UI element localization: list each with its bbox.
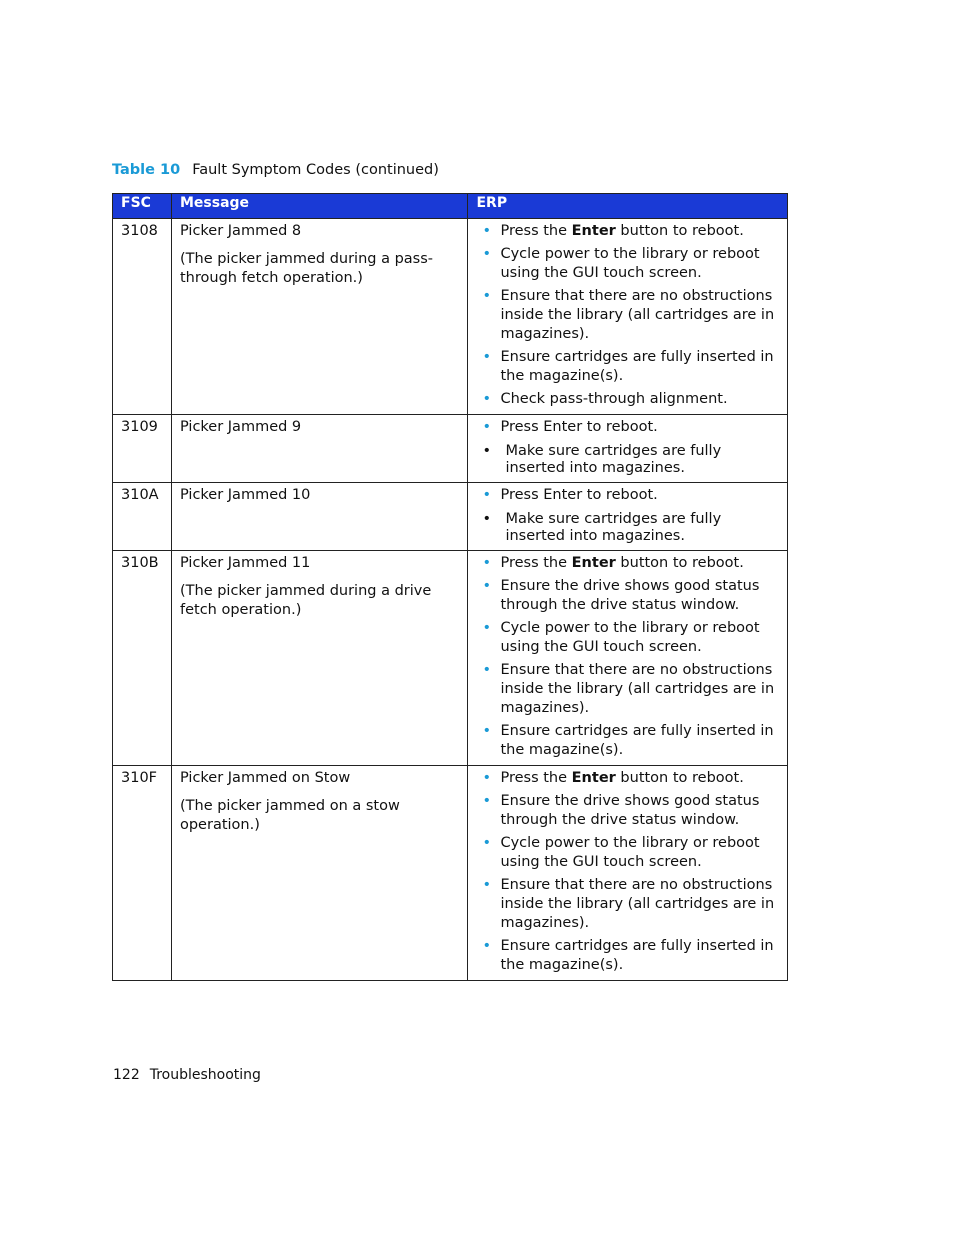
bullet-icon: •	[482, 511, 492, 527]
erp-text: Press the	[500, 223, 572, 239]
table-header-row	[113, 194, 788, 219]
column-header-erp: ERP	[468, 194, 788, 219]
erp-item	[476, 619, 779, 657]
table-title: Fault Symptom Codes (continued)	[192, 162, 439, 178]
erp-key-name: Enter	[571, 770, 616, 786]
erp-item	[476, 511, 779, 545]
bullet-icon: •	[482, 288, 492, 304]
erp-list	[476, 769, 779, 975]
bullet-icon: •	[482, 835, 492, 851]
fault-symptom-codes-table	[112, 193, 788, 981]
fsc-code: 3109	[113, 415, 172, 483]
erp-item	[476, 418, 779, 437]
column-header-fsc: FSC	[113, 194, 172, 219]
erp-list	[476, 222, 779, 409]
bullet-icon: •	[482, 419, 492, 435]
erp-item	[476, 287, 779, 344]
bullet-icon: •	[482, 877, 492, 893]
fsc-code: 3108	[113, 219, 172, 415]
bullet-icon: •	[482, 443, 492, 459]
message-detail: (The picker jammed on a stow operation.)	[179, 798, 400, 833]
table-caption	[112, 162, 439, 178]
erp-text: Press Enter to reboot.	[500, 487, 658, 503]
bullet-icon: •	[482, 723, 492, 739]
erp-text: Make sure cartridges are fully inserted into magazines.	[505, 511, 722, 544]
erp-text: Cycle power to the library or reboot using the GUI touch screen.	[500, 835, 760, 870]
message-cell	[171, 766, 467, 981]
table-row	[113, 766, 788, 981]
erp-list	[476, 554, 779, 760]
message-cell	[171, 219, 467, 415]
erp-text: Ensure cartridges are fully inserted in the magazine(s).	[500, 349, 774, 384]
message-cell	[171, 483, 467, 551]
message-cell	[171, 551, 467, 766]
erp-item	[476, 792, 779, 830]
erp-text: Ensure the drive shows good status through the drive status window.	[500, 578, 760, 613]
erp-item	[476, 722, 779, 760]
erp-item	[476, 222, 779, 241]
erp-text: Ensure cartridges are fully inserted in the magazine(s).	[500, 723, 774, 758]
erp-item	[476, 937, 779, 975]
bullet-icon: •	[482, 793, 492, 809]
bullet-icon: •	[482, 349, 492, 365]
erp-text: Check pass-through alignment.	[500, 391, 728, 407]
message-title: Picker Jammed 9	[179, 419, 302, 435]
bullet-icon: •	[482, 620, 492, 636]
erp-text: Ensure cartridges are fully inserted in the magazine(s).	[500, 938, 774, 973]
erp-item	[476, 390, 779, 409]
erp-cell	[468, 415, 788, 483]
erp-item	[476, 245, 779, 283]
erp-item	[476, 443, 779, 477]
message-detail: (The picker jammed during a drive fetch operation.)	[179, 583, 432, 618]
erp-text-end: button to reboot.	[615, 223, 744, 239]
erp-text: Press the	[500, 770, 572, 786]
erp-text: Cycle power to the library or reboot using the GUI touch screen.	[500, 246, 760, 281]
erp-text: Ensure that there are no obstructions inside the library (all cartridges are in magazines).	[500, 877, 775, 931]
fsc-code: 310F	[113, 766, 172, 981]
bullet-icon: •	[482, 662, 492, 678]
message-title: Picker Jammed on Stow	[179, 770, 351, 786]
erp-list	[476, 418, 779, 477]
erp-item	[476, 577, 779, 615]
erp-text: Ensure that there are no obstructions inside the library (all cartridges are in magazines).	[500, 288, 775, 342]
page-number: 122	[113, 1067, 140, 1083]
page-footer	[113, 1067, 261, 1083]
erp-text: Ensure that there are no obstructions inside the library (all cartridges are in magazines).	[500, 662, 775, 716]
erp-cell	[468, 551, 788, 766]
erp-cell	[468, 219, 788, 415]
message-title: Picker Jammed 8	[179, 223, 302, 239]
table-row	[113, 219, 788, 415]
message-cell	[171, 415, 467, 483]
erp-item	[476, 554, 779, 573]
bullet-icon: •	[482, 391, 492, 407]
table-row	[113, 415, 788, 483]
table-row	[113, 483, 788, 551]
erp-text: Press Enter to reboot.	[500, 419, 658, 435]
column-header-message: Message	[171, 194, 467, 219]
erp-cell	[468, 766, 788, 981]
erp-text: Press the	[500, 555, 572, 571]
message-title: Picker Jammed 10	[179, 487, 311, 503]
erp-key-name: Enter	[571, 555, 616, 571]
erp-list	[476, 486, 779, 545]
bullet-icon: •	[482, 770, 492, 786]
fsc-code: 310A	[113, 483, 172, 551]
erp-text-end: button to reboot.	[615, 770, 744, 786]
erp-item	[476, 661, 779, 718]
erp-item	[476, 834, 779, 872]
message-title: Picker Jammed 11	[179, 555, 311, 571]
erp-item	[476, 348, 779, 386]
bullet-icon: •	[482, 578, 492, 594]
bullet-icon: •	[482, 938, 492, 954]
fsc-code: 310B	[113, 551, 172, 766]
bullet-icon: •	[482, 223, 492, 239]
bullet-icon: •	[482, 555, 492, 571]
erp-text: Ensure the drive shows good status through the drive status window.	[500, 793, 760, 828]
erp-text: Cycle power to the library or reboot using the GUI touch screen.	[500, 620, 760, 655]
bullet-icon: •	[482, 487, 492, 503]
erp-cell	[468, 483, 788, 551]
erp-key-name: Enter	[571, 223, 616, 239]
erp-text: Make sure cartridges are fully inserted into magazines.	[505, 443, 722, 476]
erp-item	[476, 876, 779, 933]
footer-section: Troubleshooting	[149, 1067, 261, 1083]
erp-item	[476, 769, 779, 788]
table-label: Table 10	[112, 162, 181, 178]
erp-item	[476, 486, 779, 505]
bullet-icon: •	[482, 246, 492, 262]
message-detail: (The picker jammed during a pass-through fetch operation.)	[179, 251, 434, 286]
erp-text-end: button to reboot.	[615, 555, 744, 571]
table-row	[113, 551, 788, 766]
